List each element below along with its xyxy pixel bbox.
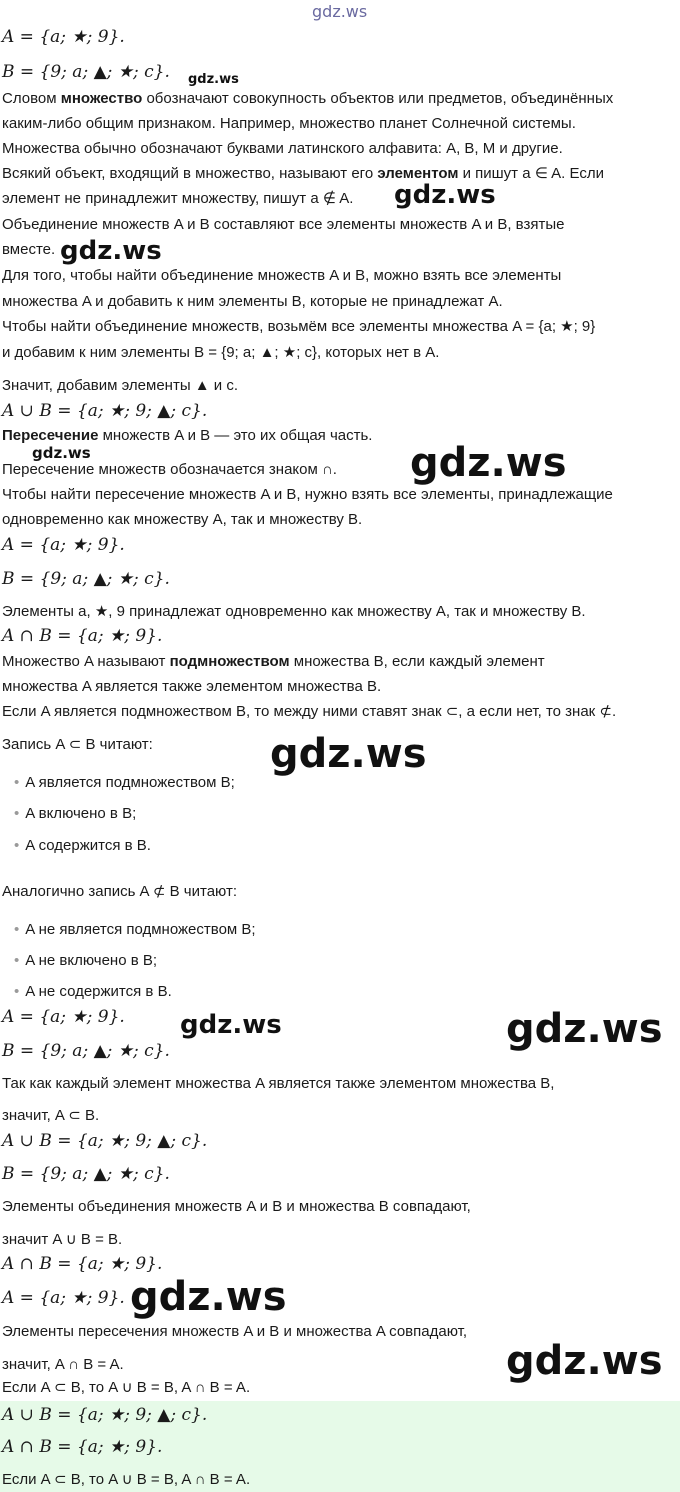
answer-conclusion: Если A ⊂ B, то A ∪ B = B, A ∩ B = A. bbox=[2, 1471, 251, 1488]
text-line: Элементы пересечения множеств A и B и множества A совпадают, bbox=[2, 1323, 468, 1340]
text-fragment: и пишут a ∈ A. Если bbox=[458, 165, 604, 182]
text-line: Множества обычно обозначают буквами латинского алфавита: A, B, M и другие. bbox=[2, 140, 563, 157]
watermark: gdz.ws bbox=[506, 1338, 663, 1384]
text-line: значит, A ∩ B = A. bbox=[2, 1356, 124, 1373]
text-fragment: множеств A и B — это их общая часть. bbox=[98, 427, 373, 444]
text-line: элемент не принадлежит множеству, пишут a ∉ A. bbox=[2, 190, 354, 207]
text-line: множества A является также элементом множества B. bbox=[2, 678, 382, 695]
list-item: • A включено в B; bbox=[14, 804, 136, 824]
text-line bbox=[2, 652, 545, 672]
text-line: значит, A ⊂ B. bbox=[2, 1107, 100, 1124]
text-line: Элементы a, ★, 9 принадлежат одновременно как множеству A, так и множеству B. bbox=[2, 603, 586, 620]
watermark: gdz.ws bbox=[60, 236, 162, 266]
term-bold: подмножеством bbox=[169, 653, 290, 670]
text-line: одновременно как множеству A, так и множеству B. bbox=[2, 511, 363, 528]
text-line: Чтобы найти пересечение множеств A и B, нужно взять все элементы, принадлежащие bbox=[2, 486, 613, 503]
text-line: Аналогично запись A ⊄ B читают: bbox=[2, 883, 238, 900]
watermark-top: gdz.ws bbox=[312, 2, 368, 21]
watermark: gdz.ws bbox=[180, 1010, 282, 1040]
term-bold: элементом bbox=[377, 165, 459, 182]
watermark: gdz.ws bbox=[188, 72, 239, 87]
text-fragment: обозначают совокупность объектов или предметов, объединённых bbox=[142, 90, 614, 107]
formula: A ∪ B = {a; ★; 9; ▲; c}. bbox=[2, 1131, 208, 1151]
watermark: gdz.ws bbox=[506, 1006, 663, 1052]
list-item: • A не является подмножеством B; bbox=[14, 920, 256, 940]
answer-formula: A ∪ B = {a; ★; 9; ▲; c}. bbox=[2, 1405, 208, 1425]
formula: A = {a; ★; 9}. bbox=[2, 1007, 125, 1027]
list-item: • A содержится в B. bbox=[14, 836, 151, 856]
text-line bbox=[2, 426, 372, 446]
list-item: • A не включено в B; bbox=[14, 951, 157, 971]
text-line bbox=[2, 164, 604, 184]
list-item: • A является подмножеством B; bbox=[14, 773, 235, 793]
watermark: gdz.ws bbox=[394, 180, 496, 210]
formula: A ∪ B = {a; ★; 9; ▲; c}. bbox=[2, 401, 208, 421]
watermark: gdz.ws bbox=[270, 731, 427, 777]
text-fragment: Словом bbox=[2, 90, 61, 107]
formula: A = {a; ★; 9}. bbox=[2, 535, 125, 555]
formula: B = {9; a; ▲; ★; c}. bbox=[2, 1041, 170, 1061]
formula: A ∩ B = {a; ★; 9}. bbox=[2, 626, 163, 646]
text-line: Пересечение множеств обозначается знаком ∩. bbox=[2, 461, 337, 478]
text-line: каким-либо общим признаком. Например, множество планет Солнечной системы. bbox=[2, 115, 576, 132]
set-a-definition: A = {a; ★; 9}. bbox=[2, 27, 125, 47]
answer-formula: A ∩ B = {a; ★; 9}. bbox=[2, 1437, 163, 1457]
text-line: Если A является подмножеством B, то между ними ставят знак ⊂, а если нет, то знак ⊄. bbox=[2, 703, 617, 720]
formula: A = {a; ★; 9}. bbox=[2, 1288, 125, 1308]
text-fragment: Множество A называют bbox=[2, 653, 170, 670]
text-line bbox=[2, 89, 613, 109]
text-line: Для того, чтобы найти объединение множеств A и B, можно взять все элементы bbox=[2, 267, 562, 284]
text-line: Элементы объединения множеств A и B и множества B совпадают, bbox=[2, 1198, 471, 1215]
term-bold: множество bbox=[60, 90, 143, 107]
text-line: Если A ⊂ B, то A ∪ B = B, A ∩ B = A. bbox=[2, 1379, 251, 1396]
formula: B = {9; a; ▲; ★; c}. bbox=[2, 569, 170, 589]
text-fragment: Всякий объект, входящий в множество, называют его bbox=[2, 165, 378, 182]
formula: A ∩ B = {a; ★; 9}. bbox=[2, 1254, 163, 1274]
list-item: • A не содержится в B. bbox=[14, 982, 172, 1002]
text-line: Чтобы найти объединение множеств, возьмём все элементы множества A = {a; ★; 9} bbox=[2, 318, 596, 335]
text-line: Значит, добавим элементы ▲ и c. bbox=[2, 377, 239, 394]
watermark: gdz.ws bbox=[32, 444, 91, 462]
watermark: gdz.ws bbox=[130, 1274, 287, 1320]
watermark: gdz.ws bbox=[410, 440, 567, 486]
text-line: Запись A ⊂ B читают: bbox=[2, 736, 153, 753]
text-line: вместе. bbox=[2, 241, 56, 258]
formula: B = {9; a; ▲; ★; c}. bbox=[2, 1164, 170, 1184]
text-line: значит A ∪ B = B. bbox=[2, 1231, 123, 1248]
set-b-definition: B = {9; a; ▲; ★; c}. bbox=[2, 62, 170, 82]
text-line: Объединение множеств A и B составляют все элементы множеств A и B, взятые bbox=[2, 216, 565, 233]
text-line: Так как каждый элемент множества A является также элементом множества B, bbox=[2, 1075, 555, 1092]
term-bold: Пересечение bbox=[2, 427, 99, 444]
text-line: множества A и добавить к ним элементы B, которые не принадлежат A. bbox=[2, 293, 503, 310]
text-fragment: множества B, если каждый элемент bbox=[289, 653, 545, 670]
text-line: и добавим к ним элементы B = {9; a; ▲; ★; c}, которых нет в A. bbox=[2, 344, 440, 361]
